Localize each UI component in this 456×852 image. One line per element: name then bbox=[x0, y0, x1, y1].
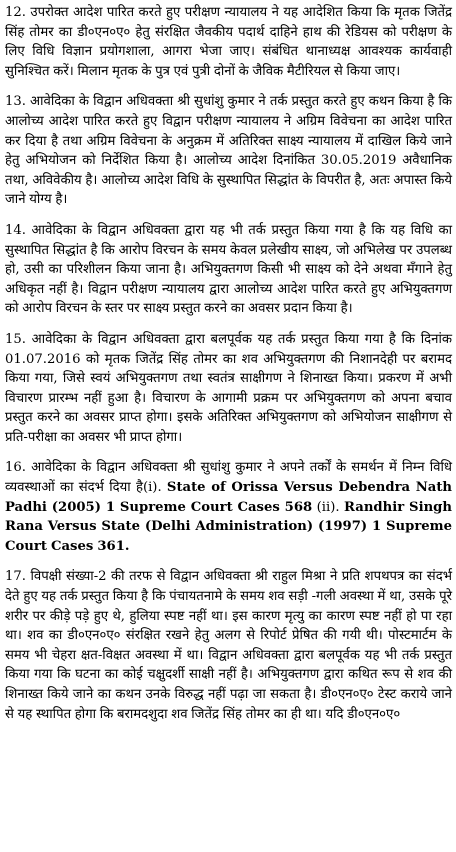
paragraph-15: 15. आवेदिका के विद्वान अधिवक्ता द्वारा बलपूर्वक यह तर्क प्रस्तुत किया गया है कि दिनांक 01.07.2016 को मृतक जितेंद्र सिंह तोमर का शव अभियुक्तगण की निशानदेही पर बरामद किया गया, जिसे स्वयं अभियुक्तगण तथा स्वतंत्र साक्षीगण ने शिनाख्त किया। प्रकरण में अभी विचारण प्रारम्भ नहीं हुआ है। विचारण के आगामी प्रक्रम पर अभियुक्तगण को अपना बचाव प्रस्तुत करने का अवसर प्राप्त होगा। इसके अतिरिक्त अभियुक्तगण को अभियोजन साक्षीगण से प्रति-परीक्षा का अवसर भी प्राप्त होगा। bbox=[5, 331, 452, 445]
paragraph-12: 12. उपरोक्त आदेश पारित करते हुए परीक्षण न्यायालय ने यह आदेशित किया कि मृतक जितेंद्र सिंह तोमर का डी०एन०ए० हेतु संरक्षित जैवकीय पदार्थ दाहिने हाथ की रेडियस को परीक्षण के लिए विधि विज्ञान प्रयोगशाला, आगरा भेजा जाए। संबंधित थानाध्यक्ष आवश्यक कार्यवाही सुनिश्चित करें। मिलान मृतक के पुत्र एवं पुत्री दोनों के जैविक मैटीरियल से किया जाए। bbox=[5, 5, 452, 79]
citation-separator: (ii). bbox=[312, 499, 345, 515]
case-citation-1: State of Orissa Versus Debendra Nath Padhi (2005) 1 Supreme Court Cases 568 bbox=[5, 480, 452, 515]
paragraph-16 bbox=[5, 458, 452, 556]
paragraph-13: 13. आवेदिका के विद्वान अधिवक्ता श्री सुधांशु कुमार ने तर्क प्रस्तुत करते हुए कथन किया है कि आलोच्य आदेश पारित करते हुए विद्वान परीक्षण न्यायालय ने अग्रिम विवेचना का आदेश पारित कर दिया है तथा अग्रिम विवेचना के अनुक्रम में अतिरिक्त साक्ष्य न्यायालय में दाखिल किये जाने हेतु अभियोजन को निर्देशित किया है। आलोच्य आदेश दिनांकित 30.05.2019 अवैधानिक तथा, अविवेकीय है। आलोच्य आदेश विधि के सुस्थापित सिद्धांत के विपरीत है, अतः अपास्त किये जाने योग्य है। bbox=[5, 94, 452, 208]
case-citation-2: Randhir Singh Rana Versus State (Delhi Administration) (1997) 1 Supreme Court Cases 361. bbox=[5, 499, 452, 554]
paragraph-16-intro: 16. आवेदिका के विद्वान अधिवक्ता श्री सुधांशु कुमार ने अपने तर्कों के समर्थन में निम्न विधि व्यवस्थाओं का संदर्भ दिया है(i). bbox=[5, 460, 452, 496]
paragraph-17: 17. विपक्षी संख्या-2 की तरफ से विद्वान अधिवक्ता श्री राहुल मिश्रा ने प्रति शपथपत्र का संदर्भ देते हुए यह तर्क प्रस्तुत किया है कि पंचायतनामे के समय शव सड़ी -गली अवस्था में था, उसके पूरे शरीर पर कीड़े पड़े हुए थे, हुलिया स्पष्ट नहीं था। इस कारण मृत्यु का कारण स्पष्ट नहीं हो पा रहा था। शव का डी०एन०ए० संरक्षित रखने हेतु अलग से रिपोर्ट प्रेषित की गयी थी। पोस्टमार्टम के समय भी चेहरा क्षत-विक्षत अवस्था में था। विद्वान अधिवक्ता द्वारा बलपूर्वक यह भी तर्क प्रस्तुत किया गया कि घटना का कोई चक्षुदर्शी साक्षी नहीं है। अभियुक्तगण द्वारा कथित रूप से शव की शिनाख्त किये जाने का कथन उनके विरुद्ध नहीं पढ़ा जा सकता है। डी०एन०ए० टेस्ट कराये जाने से यह स्थापित होगा कि बरामदशुदा शव जितेंद्र सिंह तोमर का ही था। यदि डी०एन०ए० bbox=[5, 569, 452, 722]
paragraph-14: 14. आवेदिका के विद्वान अधिवक्ता द्वारा यह भी तर्क प्रस्तुत किया गया है कि यह विधि का सुस्थापित सिद्धांत है कि आरोप विरचन के समय केवल प्रलेखीय साक्ष्य, जो अभिलेख पर उपलब्ध हो, उसी का परिशीलन किया जाना है। अभियुक्तगण किसी भी साक्ष्य को देने अथवा मँगाने हेतु अधिकृत नहीं है। विद्वान परीक्षण न्यायालय द्वारा आलोच्य आदेश पारित करते हुए अभियुक्तगण को आरोप विरचन के स्तर पर साक्ष्य प्रस्तुत करने का अवसर प्रदान किया है। bbox=[5, 222, 452, 317]
